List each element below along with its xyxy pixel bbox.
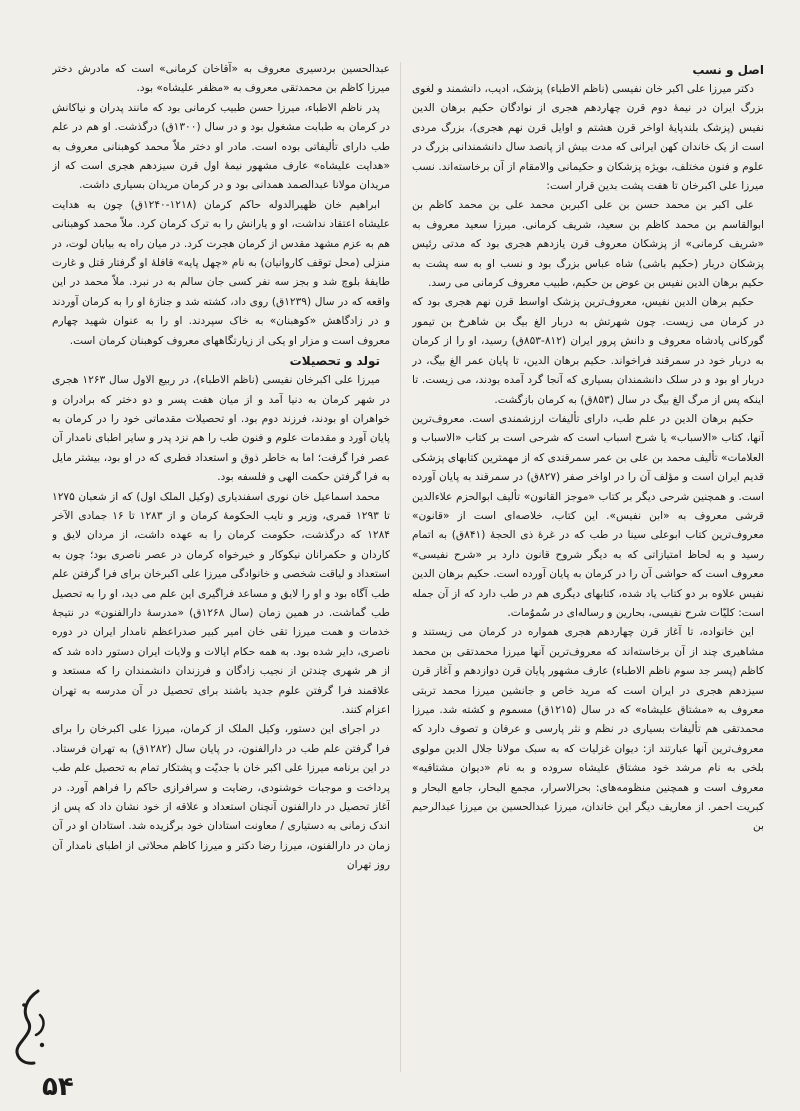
paragraph: عبدالحسین بردسیری معروف به «آقاخان کرمانی» است که مادرش دختر میرزا کاظم بن محمدتقی معروف به «مظفر علیشاه» بود. [52,63,390,95]
section-heading-birth-education: تولد و تحصیلات [289,354,380,369]
column-divider [400,62,401,1072]
magazine-logo-icon [8,985,54,1071]
paragraph: پدر ناظم الاطباء، میرزا حسن طبیب کرمانی بود که مانند پدران و نیاکانش در کرمان به طبابت مشغول بود و در سال (۱۳۰۰ق) درگذشت. او هم در علم طب دارای تألیفاتی بوده است. مادر او دختر ملاّ محمد کوهبنانی معروف به «هدایت علیشاه» عارف مشهور نیمهٔ اول قرن سیزدهم هجری است که از مریدان مولانا عبدالصمد همدانی بود و در کرمان مریدان بسیاری داشت. [52,101,390,192]
paragraph: این خانواده، تا آغاز قرن چهاردهم هجری همواره در کرمان می زیستند و مشاهیری چند از آن برخاسته‌اند که معروف‌ترین آنها میرزا محمدتقی بن محمد کاظم (پسر جد سوم ناظم الاطباء) عارف مشهور پایان قرن دوازدهم و آغاز قرن سیزدهم هجری در ایران است که مرید خاص و جانشین میرزا محمد تربتی معروف به «مشتاق علیشاه» که در سال (۱۲۱۵ق) مسموم و کشته شد. میرزا محمدتقی هم تألیفات بسیاری در نظم و نثر پارسی و عرفان و تصوف دارد که معروف‌ترین آنها عبارتند از: دیوان غزلیات که به سبک مولانا جلال الدین مولوی بلخی به نام مرشد خود مشتاق علیشاه سروده و به نام «دیوان مشتاقیه» معروف است و همچنین منظومه‌های: بحرالاسرار، مجمع البحار، جامع البحار و کبریت احمر. از معاریف دیگر این خاندان، میرزا عبدالحسین بن میرزا عبدالرحیم بن [412,626,764,833]
paragraph: دکتر میرزا علی اکبر خان نفیسی (ناظم الاطباء) پزشک، ادیب، دانشمند و لغوی بزرگ ایران در نیمهٔ دوم قرن چهاردهم هجری از نوادگان حکیم برهان الدین نفیس (پزشک بلندپایهٔ اواخر قرن هشتم و اوایل قرن نهم هجری)، بزرگ مردی است از یک خاندان کهن ایرانی که مدت بیش از پانصد سال دانشمندانی بزرگ در علوم و فنون مختلف، بویژه پزشکان و حکیمانی والامقام از آن برخاسته‌اند. نسب میرزا علی اکبرخان تا هفت پشت بدین قرار است: [412,83,764,193]
page-number: ۵۴ [42,1072,74,1102]
paragraph: میرزا علی اکبرخان نفیسی (ناظم الاطباء)، در ربیع الاول سال ۱۲۶۳ هجری در شهر کرمان به دنیا آمد و از میان هفت پسر و دو دختر که برادران و خواهران او بودند، فرزند دوم بود. او تحصیلات مقدماتی خود را در کرمان به پایان آورد و مقدمات علوم و فنون طب را هم نزد پدر و سایر اطبای نامدار آن عصر فرا گرفت؛ اما به خاطر ذوق و استعداد فطری که در او بود، بیشتر مایل به فرا گرفتن حکمت الهی و فلسفه بود. [52,374,390,484]
paragraph: علی اکبر بن محمد حسن بن علی اکبربن محمد علی بن محمد کاظم بن ابوالقاسم بن محمد کاظم بن سعید، شریف کرمانی. میرزا سعید معروف به «شریف کرمانی» از پزشکان معروف قرن یازدهم هجری بود که مدتی رئیس پزشکان دربار (حکیم باشی) شاه عباس بزرگ بود و نسب او به سه پشت به حکیم برهان الدین نفیس بن عوض بن حکیم، طبیب معروف کرمانی می رسد. [412,199,764,290]
paragraph: ابراهیم خان ظهیرالدوله حاکم کرمان (۱۲۱۸-۱۲۴۰ق) چون به هدایت علیشاه اعتقاد نداشت، او و یارانش را به ترک کرمان کرد. ملاّ محمد کوهبنانی هم به عزم مشهد مقدس از کرمان هجرت کرد. در میان راه به بیابان لوت، در منزلی (محل توقف کاروانیان) به نام «چهل پایه» قافلهٔ او گرفتار قتل و غارت طایفهٔ بلوچ شد و بجز سه نفر کسی جان سالم به در نبرد. ملاّ محمد در این واقعه که در سال (۱۲۳۹ق) روی داد، کشته شد و جنازهٔ او را به کرمان آوردند و در زادگاهش «کوهبنان» به خاک سپردند. او را به عنوان شهید چهارم معروف است و مزار او یکی از زیارتگاههای معروف کوهبنان کرمان است. [52,198,390,347]
section-heading-lineage: اصل و نسب [692,63,764,77]
paragraph: حکیم برهان الدین در علم طب، دارای تألیفات ارزشمندی است. معروف‌ترین آنها، کتاب «الاسباب» یا شرح اسباب است که شرحی است بر کتاب «الاسباب و العلامات» تألیف محمد بن علی بن عمر سمرقندی که از مهمترین کتابهای پزشکی قدیم ایران است و مؤلف آن را در اواخر صفر (۸۲۷ق) در سمرقند به پایان آورده است. و همچنین شرحی دیگر بر کتاب «موجز القانون» تألیف ابوالحزم علاءالدین قرشی معروف به «ابن نفیس». این کتاب، خلاصه‌ای است از «قانون» معروف‌ترین کتاب ابوعلی سینا در طب که در غرهٔ ذی الحجهٔ (۸۴۱ق) به اتمام رسید و به لحاظ امتیازاتی که به دیگر شروح قانون دارد بر «شرح نفیسی» معروف است که حواشی آن را در کرمان به پایان آورده است. حکیم برهان الدین نفیس علاوه بر دو کتاب یاد شده، کتابهای دیگری هم در طب دارد که از آن جمله است: کلیّات شرح نفیسی، بحارین و رساله‌ای در سُموُمات. [412,412,764,619]
paragraph: حکیم برهان الدین نفیس، معروف‌ترین پزشک اواسط قرن نهم هجری بود که در کرمان می زیست. چون شهرتش به دربار الغ بیگ بن شاهرخ بن تیمور گورکانی پادشاه معروف و دانش پرور ایران (۸۱۲-۸۵۳ق) رسید، او را از کرمان به دربار خود در سمرقند فراخواند. حکیم برهان الدین، تا پایان عمر الغ بیگ، در دربار او بود و در سلک دانشمندان بسیاری که آنجا گرد آمده بودند، می زیست. تا اینکه پس از مرگ الغ بیگ در سال (۸۵۳ق) به کرمان بازگشت. [412,296,764,406]
paragraph: محمد اسماعیل خان نوری اسفندیاری (وکیل الملک اول) که از شعبان ۱۲۷۵ تا ۱۲۹۳ قمری، وزیر و نایب الحکومهٔ کرمان و از ۱۲۸۳ تا ۱۶ جمادی الآخر ۱۲۸۴ که درگذشت، حکومت کرمان را به عهده داشت، از مردان لایق و کاردان و حکمرانان نیکوکار و خیرخواه کرمان در عصر ناصری بود؛ چون به استعداد و لیاقت شخصی و خانوادگی میرزا علی اکبرخان برای فرا گرفتن علم طب آگاه بود و او را لایق و مساعد فراگیری این علم می دید، او را به تحصیل طب گماشت. در همین زمان (سال ۱۲۶۸ق) «مدرسهٔ دارالفنون» در نتیجهٔ خدمات و همت میرزا تقی خان امیر کبیر صدراعظم نامدار ایران در دوره ناصری، دایر شده بود. به همه حکام ایالات و ولایات ایران دستور داده شد که از هر شهری چندتن از نجیب زادگان و فرزندان دانشمندان را که مستعد و علاقمند فرا گرفتن علوم جدید باشند برای تحصیل در آن مدرسه به تهران اعزام کنند. [52,490,390,716]
paragraph: در اجرای این دستور، وکیل الملک از کرمان، میرزا علی اکبرخان را برای فرا گرفتن علم طب در دارالفنون، در پایان سال (۱۲۸۲ق) به تهران فرستاد. در این برنامه میرزا علی اکبر خان با جدیّت و پشتکار تمام به تحصیل علم طب پرداخت و موجبات خوشنودی، رضایت و سرافرازی حاکم را فراهم آورد. در آغاز تحصیل در دارالفنون آنچنان استعداد و علاقه از خود نشان داد که پس از اندک زمانی به دستیاری / معاونت استادان خود برگزیده شد. استادان او در آن زمان در دارالفنون، میرزا رضا دکتر و میرزا کاظم محلاتی از اطبای نامدار آن روز تهران [52,723,390,872]
right-column [412,60,764,1075]
left-column [52,60,390,1075]
